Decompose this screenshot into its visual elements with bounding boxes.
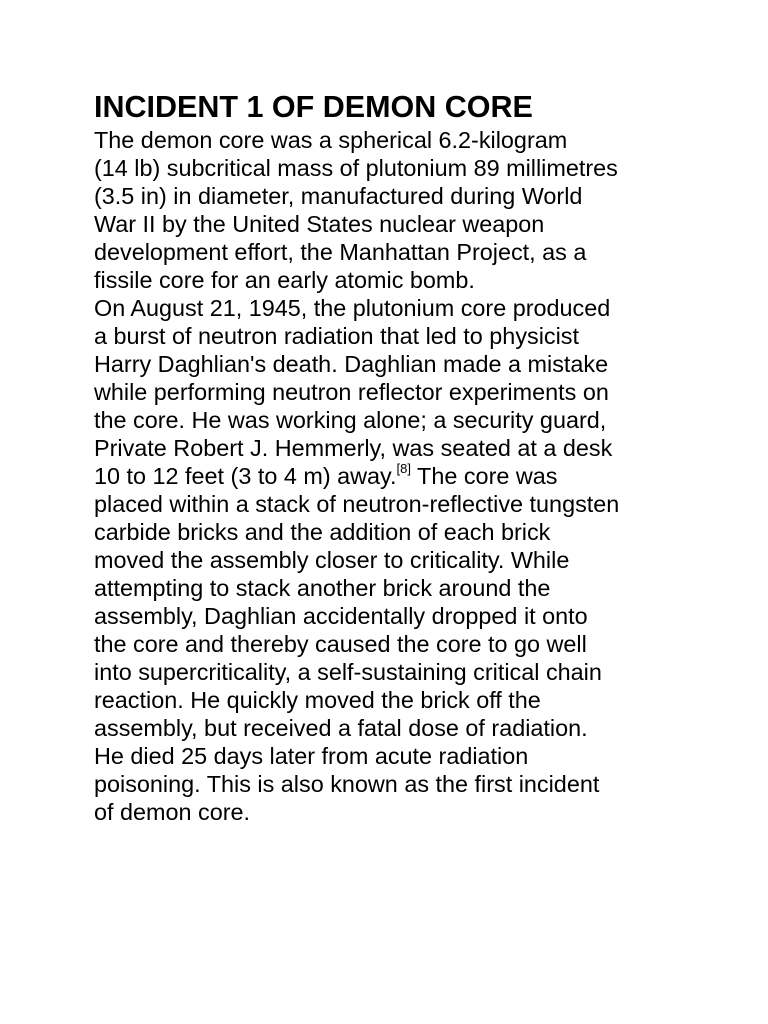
citation-line-text-after: The core was (410, 463, 558, 489)
paragraph-line: of demon core. (94, 799, 251, 825)
paragraph-line: a burst of neutron radiation that led to physicist (94, 323, 579, 349)
paragraph-line: assembly, but received a fatal dose of radiation. (94, 715, 588, 741)
citation-line-text: 10 to 12 feet (3 to 4 m) away. (94, 463, 397, 489)
paragraph-line: He died 25 days later from acute radiation (94, 743, 529, 769)
paragraph-1 (94, 126, 684, 294)
paragraph-line: into supercriticality, a self-sustaining critical chain (94, 659, 602, 685)
paragraph-line: the core. He was working alone; a security guard, (94, 407, 607, 433)
paragraph-line: placed within a stack of neutron-reflective tungsten (94, 491, 620, 517)
paragraph-line: The demon core was a spherical 6.2-kilogram (94, 127, 568, 153)
paragraph-line: the core and thereby caused the core to go well (94, 631, 587, 657)
paragraph-line: reaction. He quickly moved the brick off the (94, 687, 541, 713)
paragraph-line: On August 21, 1945, the plutonium core produced (94, 295, 611, 321)
paragraph-line: Private Robert J. Hemmerly, was seated at a desk (94, 435, 613, 461)
paragraph-line: attempting to stack another brick around the (94, 575, 551, 601)
paragraph-line: (14 lb) subcritical mass of plutonium 89 millimetres (94, 155, 618, 181)
paragraph-line: moved the assembly closer to criticality. While (94, 547, 570, 573)
paragraph-line: development effort, the Manhattan Project, as a (94, 239, 587, 265)
paragraph-line: War II by the United States nuclear weapon (94, 211, 545, 237)
document-title: INCIDENT 1 OF DEMON CORE (94, 90, 533, 124)
citation-marker-link[interactable]: [8] (396, 461, 411, 477)
paragraph-line: fissile core for an early atomic bomb. (94, 267, 475, 293)
citation-line (94, 462, 684, 490)
paragraph-line: poisoning. This is also known as the first incident (94, 771, 600, 797)
document-page (94, 88, 684, 826)
paragraph-line: assembly, Daghlian accidentally dropped it onto (94, 603, 588, 629)
paragraph-line: carbide bricks and the addition of each brick (94, 519, 551, 545)
paragraph-line: while performing neutron reflector experiments on (94, 379, 609, 405)
paragraph-line: (3.5 in) in diameter, manufactured during World (94, 183, 583, 209)
paragraph-line: Harry Daghlian's death. Daghlian made a mistake (94, 351, 609, 377)
paragraph-2 (94, 294, 684, 826)
